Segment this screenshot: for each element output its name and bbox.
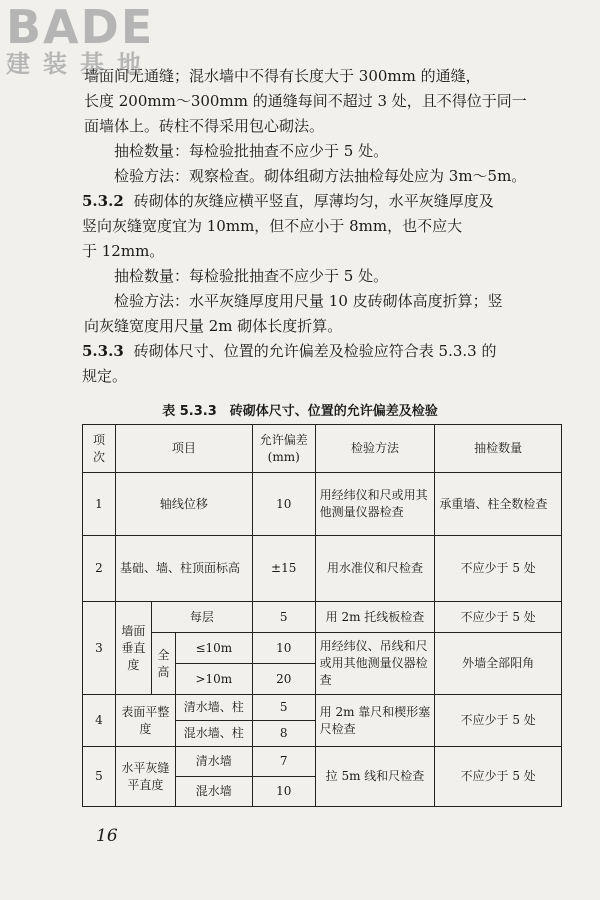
table-row xyxy=(83,747,562,777)
table-cell: 2 xyxy=(83,536,116,602)
table-header-row xyxy=(83,425,562,473)
header-cell: 允许偏差 (mm) xyxy=(252,425,315,473)
table-cell: 不应少于 5 处 xyxy=(435,747,562,807)
table-cell: 混水墙 xyxy=(175,777,252,807)
clause-5-3-3 xyxy=(82,339,562,389)
table-row xyxy=(83,602,562,633)
table-cell: 用 2m 托线板检查 xyxy=(315,602,435,633)
tolerance-table xyxy=(82,424,562,807)
clause-number: 5.3.3 xyxy=(82,342,124,360)
table-cell: 5 xyxy=(252,695,315,721)
table-cell: 用 2m 靠尺和楔形塞尺检查 xyxy=(315,695,435,747)
header-cell: 抽检数量 xyxy=(435,425,562,473)
table-cell: 5 xyxy=(252,602,315,633)
text-line: 长度 200mm～300mm 的通缝每间不超过 3 处，且不得位于同一 xyxy=(84,92,527,110)
table-cell: 用水准仪和尺检查 xyxy=(315,536,435,602)
logo-subtext: 建装基地 xyxy=(6,50,154,78)
text-line: 规定。 xyxy=(82,367,128,385)
table-cell: 3 xyxy=(83,602,116,695)
table-cell: 拉 5m 线和尺检查 xyxy=(315,747,435,807)
clause-5-3-2 xyxy=(82,189,562,264)
table-cell: 20 xyxy=(252,664,315,695)
table-cell: 基础、墙、柱顶面标高 xyxy=(115,536,252,602)
table-cell: 清水墙、柱 xyxy=(175,695,252,721)
table-caption: 表 5.3.3 砖砌体尺寸、位置的允许偏差及检验 xyxy=(162,404,438,419)
table-cell: 不应少于 5 处 xyxy=(435,602,562,633)
table-cell: 7 xyxy=(252,747,315,777)
clause-number: 5.3.2 xyxy=(82,192,124,210)
table-row xyxy=(83,473,562,536)
text-line: 向灰缝宽度用尺量 2m 砌体长度折算。 xyxy=(84,317,343,335)
table-cell: 水平灰缝平直度 xyxy=(115,747,175,807)
header-cell: 检验方法 xyxy=(315,425,435,473)
table-cell: 1 xyxy=(83,473,116,536)
table-cell: 全高 xyxy=(151,633,175,695)
table-cell: 10 xyxy=(252,633,315,664)
header-cell: 项目 xyxy=(115,425,252,473)
text-line: 砖砌体尺寸、位置的允许偏差及检验应符合表 5.3.3 的 xyxy=(133,342,497,360)
text-line: 检验方法：水平灰缝厚度用尺量 10 皮砖砌体高度折算；竖 xyxy=(114,292,503,310)
table-cell: 轴线位移 xyxy=(115,473,252,536)
text-line: 面墙体上。砖柱不得采用包心砌法。 xyxy=(84,117,325,135)
header-cell: 项次 xyxy=(83,425,116,473)
table-cell: 承重墙、柱全数检查 xyxy=(435,473,562,536)
text-line: 墙面间无通缝；混水墙中不得有长度大于 300mm 的通缝， xyxy=(84,67,481,85)
table-cell: 用经纬仪、吊线和尺或用其他测量仪器检查 xyxy=(315,633,435,695)
paragraph: 抽检数量：每检验批抽查不应少于 5 处。 xyxy=(114,267,389,285)
table-cell: 10 xyxy=(252,777,315,807)
table-cell: ≤10m xyxy=(175,633,252,664)
table-row xyxy=(83,695,562,721)
table-cell: 墙面垂直度 xyxy=(115,602,151,695)
table-row xyxy=(83,633,562,664)
table-cell: 10 xyxy=(252,473,315,536)
table-cell: 表面平整度 xyxy=(115,695,175,747)
table-cell: 不应少于 5 处 xyxy=(435,695,562,747)
table-cell: 每层 xyxy=(151,602,252,633)
body-text xyxy=(84,64,562,389)
table-cell: 4 xyxy=(83,695,116,747)
table-cell: ±15 xyxy=(252,536,315,602)
text-line: 砖砌体的灰缝应横平竖直，厚薄均匀，水平灰缝厚度及 xyxy=(133,192,494,210)
logo-text: BADE xyxy=(6,0,155,54)
paragraph xyxy=(84,64,562,139)
table-cell: >10m xyxy=(175,664,252,695)
table-cell: 8 xyxy=(252,721,315,747)
paragraph: 检验方法：观察检查。砌体组砌方法抽检每处应为 3m～5m。 xyxy=(114,167,527,185)
table-cell: 用经纬仪和尺或用其他测量仪器检查 xyxy=(315,473,435,536)
page-number: 16 xyxy=(96,826,118,846)
table-cell: 清水墙 xyxy=(175,747,252,777)
paragraph: 抽检数量：每检验批抽查不应少于 5 处。 xyxy=(114,142,389,160)
paragraph xyxy=(84,289,562,339)
table-cell: 外墙全部阳角 xyxy=(435,633,562,695)
text-line: 于 12mm。 xyxy=(82,242,165,260)
table-cell: 混水墙、柱 xyxy=(175,721,252,747)
table-row xyxy=(83,536,562,602)
table-cell: 5 xyxy=(83,747,116,807)
text-line: 竖向灰缝宽度宜为 10mm，但不应小于 8mm，也不应大 xyxy=(82,217,463,235)
table-cell: 不应少于 5 处 xyxy=(435,536,562,602)
